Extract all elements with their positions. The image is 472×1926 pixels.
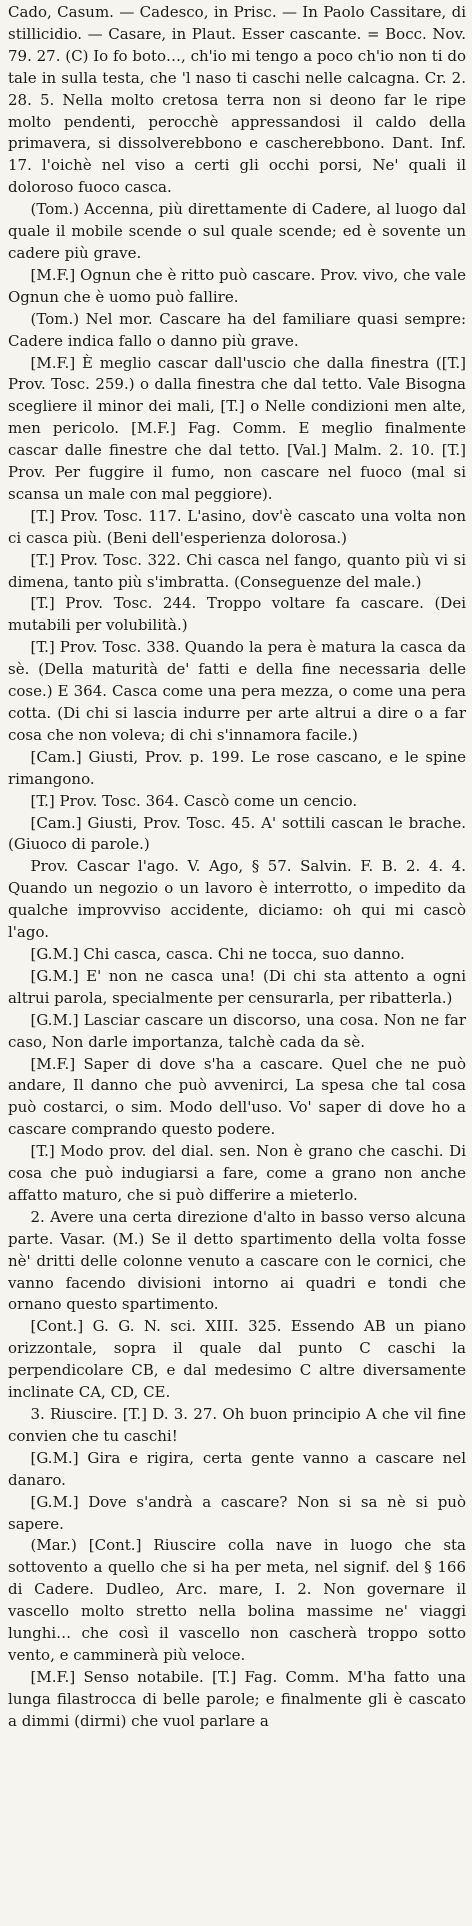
- entry-paragraph: 2. Avere una certa direzione d'alto in basso verso alcuna parte. Vasar. (M.) Se il detto spartimento della volta fosse nè' dritti delle colonne venuto a cascare con le cornici, che vanno facendo divisioni intorno ai quadri e tondi che ornano questo spartimento.: [8, 1207, 466, 1314]
- entry-paragraph: [G.M.] Gira e rigira, certa gente vanno a cascare nel danaro.: [8, 1448, 466, 1489]
- entry-paragraph: [G.M.] Chi casca, casca. Chi ne tocca, suo danno.: [30, 944, 405, 963]
- entry-paragraph: (Mar.) [Cont.] Riuscire colla nave in luogo che sta sottovento a quello che si ha per meta, nel signif. del § 166 di Cadere. Dudleo, Arc. mare, I. 2. Non governare il vascello molto stretto nella bolina massime ne' viaggi lunghi… che così il vascello non cascherà troppo sotto vento, e camminerà più veloce.: [8, 1536, 466, 1664]
- entry-paragraph: (Tom.) Accenna, più direttamente di Cadere, al luogo dal quale il mobile scende o sul quale scende; ed è sovente un cadere più grave.: [8, 200, 466, 262]
- entry-paragraph: [T.] Prov. Tosc. 244. Troppo voltare fa cascare. (Dei mutabili per volubilità.): [8, 594, 466, 635]
- entry-paragraph: [T.] Prov. Tosc. 117. L'asino, dov'è cascato una volta non ci casca più. (Beni dell'esperienza dolorosa.): [8, 506, 466, 547]
- entry-paragraph: [G.M.] Lasciar cascare un discorso, una cosa. Non ne far caso, Non darle importanza, talchè cada da sè.: [8, 1010, 466, 1051]
- entry-paragraph: [M.F.] Ognun che è ritto può cascare. Prov. vivo, che vale Ognun che è uomo può fallire.: [8, 265, 466, 306]
- entry-paragraph: [T.] Modo prov. del dial. sen. Non è grano che caschi. Di cosa che può indugiarsi a fare, come a grano non anche affatto maturo, che si può differire a mieterlo.: [8, 1142, 466, 1204]
- entry-paragraph: [M.F.] Senso notabile. [T.] Fag. Comm. M'ha fatto una lunga filastrocca di belle parole; e finalmente gli è cascato a dimmi (dirmi) che vuol parlare a: [8, 1667, 466, 1730]
- entry-paragraph: [Cont.] G. G. N. sci. XIII. 325. Essendo AB un piano orizzontale, sopra il quale dal punto C caschi la perpendicolare CB, e dal medesimo C altre diversamente inclinate CA, CD, CE.: [8, 1317, 466, 1402]
- entry-paragraph: Prov. Cascar l'ago. V. Ago, § 57. Salvin. F. B. 2. 4. 4. Quando un negozio o un lavoro è interrotto, o impedito da qualche improvviso accidente, diciamo: oh qui mi cascò l'ago.: [8, 857, 466, 942]
- entry-paragraph: [T.] Prov. Tosc. 364. Cascò come un cencio.: [30, 791, 358, 810]
- entry-paragraph: (Tom.) Nel mor. Cascare ha del familiare quasi sempre: Cadere indica fallo o danno più grave.: [8, 309, 466, 350]
- entry-paragraph: [Cam.] Giusti, Prov. Tosc. 45. A' sottili cascan le brache. (Giuoco di parole.): [8, 813, 466, 854]
- entry-paragraph: [M.F.] Saper di dove s'ha a cascare. Quel che ne può andare, Il danno che può avvenirci, La spesa che tal cosa può costarci, o sim. Modo dell'uso. Vo' saper di dove ho a cascare comprando questo podere.: [8, 1054, 466, 1139]
- entry-paragraph: [G.M.] Dove s'andrà a cascare? Non si sa nè si può sapere.: [8, 1492, 466, 1533]
- entry-paragraph: [M.F.] È meglio cascar dall'uscio che dalla finestra ([T.] Prov. Tosc. 259.) o dalla finestra che dal tetto. Vale Bisogna scegliere il minor dei mali, [T.] o Nelle condizioni men alte, men pericolo. [M.F.] Fag. Comm. E meglio finalmente cascar dalle finestre che dal tetto. [Val.] Malm. 2. 10. [T.] Prov. Per fuggire il fumo, non cascare nel fuoco (mal si scansa un male con mal peggiore).: [8, 353, 466, 503]
- entry-paragraph: [T.] Prov. Tosc. 338. Quando la pera è matura la casca da sè. (Della maturità de' fatti e della fine necessaria delle cose.) E 364. Casca come una pera mezza, o come una pera cotta. (Di chi si lascia indurre per arte altrui a dire o a far cosa che non voleva; di chi s'innamora facile.): [8, 638, 466, 744]
- entry-paragraph: [G.M.] E' non ne casca una! (Di chi sta attento a ogni altrui parola, specialmente per censurarla, per ribatterla.): [8, 966, 466, 1007]
- entry-paragraph: 3. Riuscire. [T.] D. 3. 27. Oh buon principio A che vil fine convien che tu caschi!: [8, 1405, 466, 1445]
- entry-paragraph: Cado, Casum. — Cadesco, in Prisc. — In Paolo Cassitare, di stillicidio. — Casare, in Plaut. Esser cascante. = Bocc. Nov. 79. 27. (C) Io fo boto…, ch'io mi tengo a poco ch'io non ti do tale in sulla testa, che 'l naso ti caschi nelle calcagna. Cr. 2. 28. 5. Nella molto cretosa terra non si deono far le ripe molto pendenti, perocchè appressandosi il caldo della primavera, si dissolverebbono e cascherebbono. Dant. Inf. 17. l'oichè nel viso a certi gli occhi porsi, Ne' quali il doloroso fuoco casca.: [8, 3, 466, 197]
- entry-paragraph: [Cam.] Giusti, Prov. p. 199. Le rose cascano, e le spine rimangono.: [8, 747, 466, 788]
- entry-paragraph: [T.] Prov. Tosc. 322. Chi casca nel fango, quanto più vi si dimena, tanto più s'imbratta. (Conseguenze del male.): [8, 550, 466, 591]
